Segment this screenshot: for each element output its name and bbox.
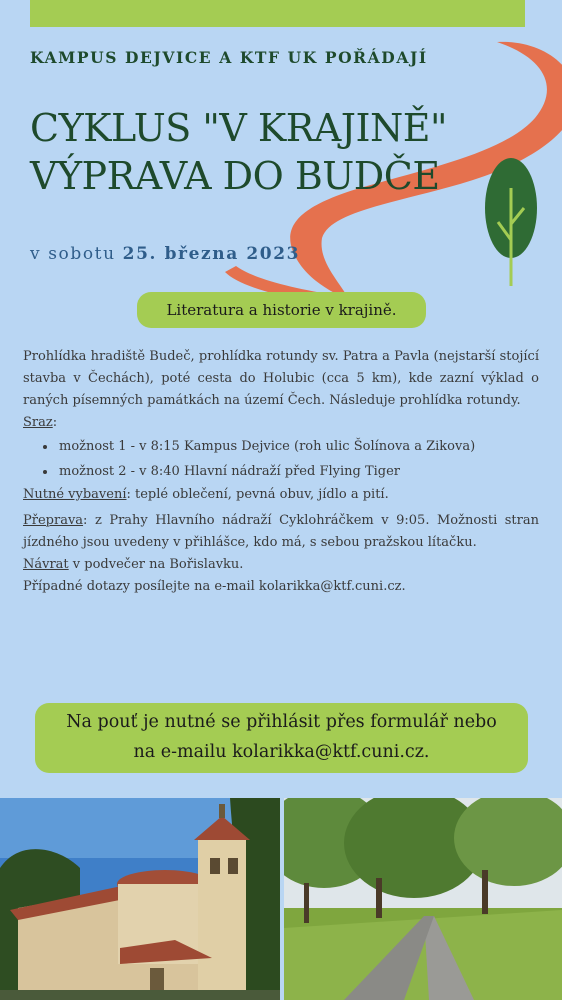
page-title (30, 104, 500, 200)
description: Prohlídka hradiště Budeč, prohlídka rotundy sv. Patra a Pavla (nejstarší stojící stavba v Čechách), poté cesta do Holubic (cca 5 km), kde zazní výklad o raných písemných památkách na území Čech. Následuje prohlídka rotundy. (23, 349, 539, 408)
event-date (30, 244, 300, 264)
title-line-2: VÝPRAVA DO BUDČE (30, 154, 440, 198)
contact-note: Případné dotazy posílejte na e-mail kolarikka@ktf.cuni.cz. (23, 579, 406, 594)
date-value: 25. března 2023 (122, 244, 301, 264)
date-prefix: v sobotu (30, 244, 123, 264)
transport-text: : z Prahy Hlavního nádraží Cyklohráčkem v 9:05. Možnosti stran jízdného jsou uvedeny v přihlášce, kdo má, s sebou pražskou lítačku. (23, 513, 539, 550)
registration-notice (35, 703, 528, 773)
equipment-label: Nutné vybavení (23, 487, 127, 502)
meeting-suffix: : (52, 415, 58, 430)
meeting-label: Sraz (23, 415, 53, 430)
event-details (23, 346, 539, 598)
registration-line-1: Na pouť je nutné se přihlásit přes formulář nebo (66, 712, 497, 732)
organizer-heading: KAMPUS DEJVICE A KTF UK POŘÁDAJÍ (30, 48, 428, 67)
list-item: • možnost 1 - v 8:15 Kampus Dejvice (roh ulic Šolínova a Zikova) (57, 434, 539, 459)
registration-line-2: na e-mailu kolarikka@ktf.cuni.cz. (133, 742, 430, 762)
meeting-options (23, 434, 539, 484)
list-item: • možnost 2 - v 8:40 Hlavní nádraží před Flying Tiger (57, 459, 539, 484)
title-line-1: CYKLUS "V KRAJINĚ" (30, 106, 447, 150)
path-photo (284, 798, 562, 1000)
meeting-heading (23, 412, 539, 434)
rotunda-photo (0, 798, 280, 1000)
return-label: Návrat (23, 557, 69, 572)
transport-label: Přeprava (23, 513, 84, 528)
topic-badge: Literatura a historie v krajině. (137, 292, 426, 328)
equipment-text: : teplé oblečení, pevná obuv, jídlo a pití. (126, 487, 389, 502)
return-text: v podvečer na Bořislavku. (68, 557, 244, 572)
return (23, 554, 539, 576)
transport (23, 510, 539, 554)
equipment (23, 484, 539, 506)
